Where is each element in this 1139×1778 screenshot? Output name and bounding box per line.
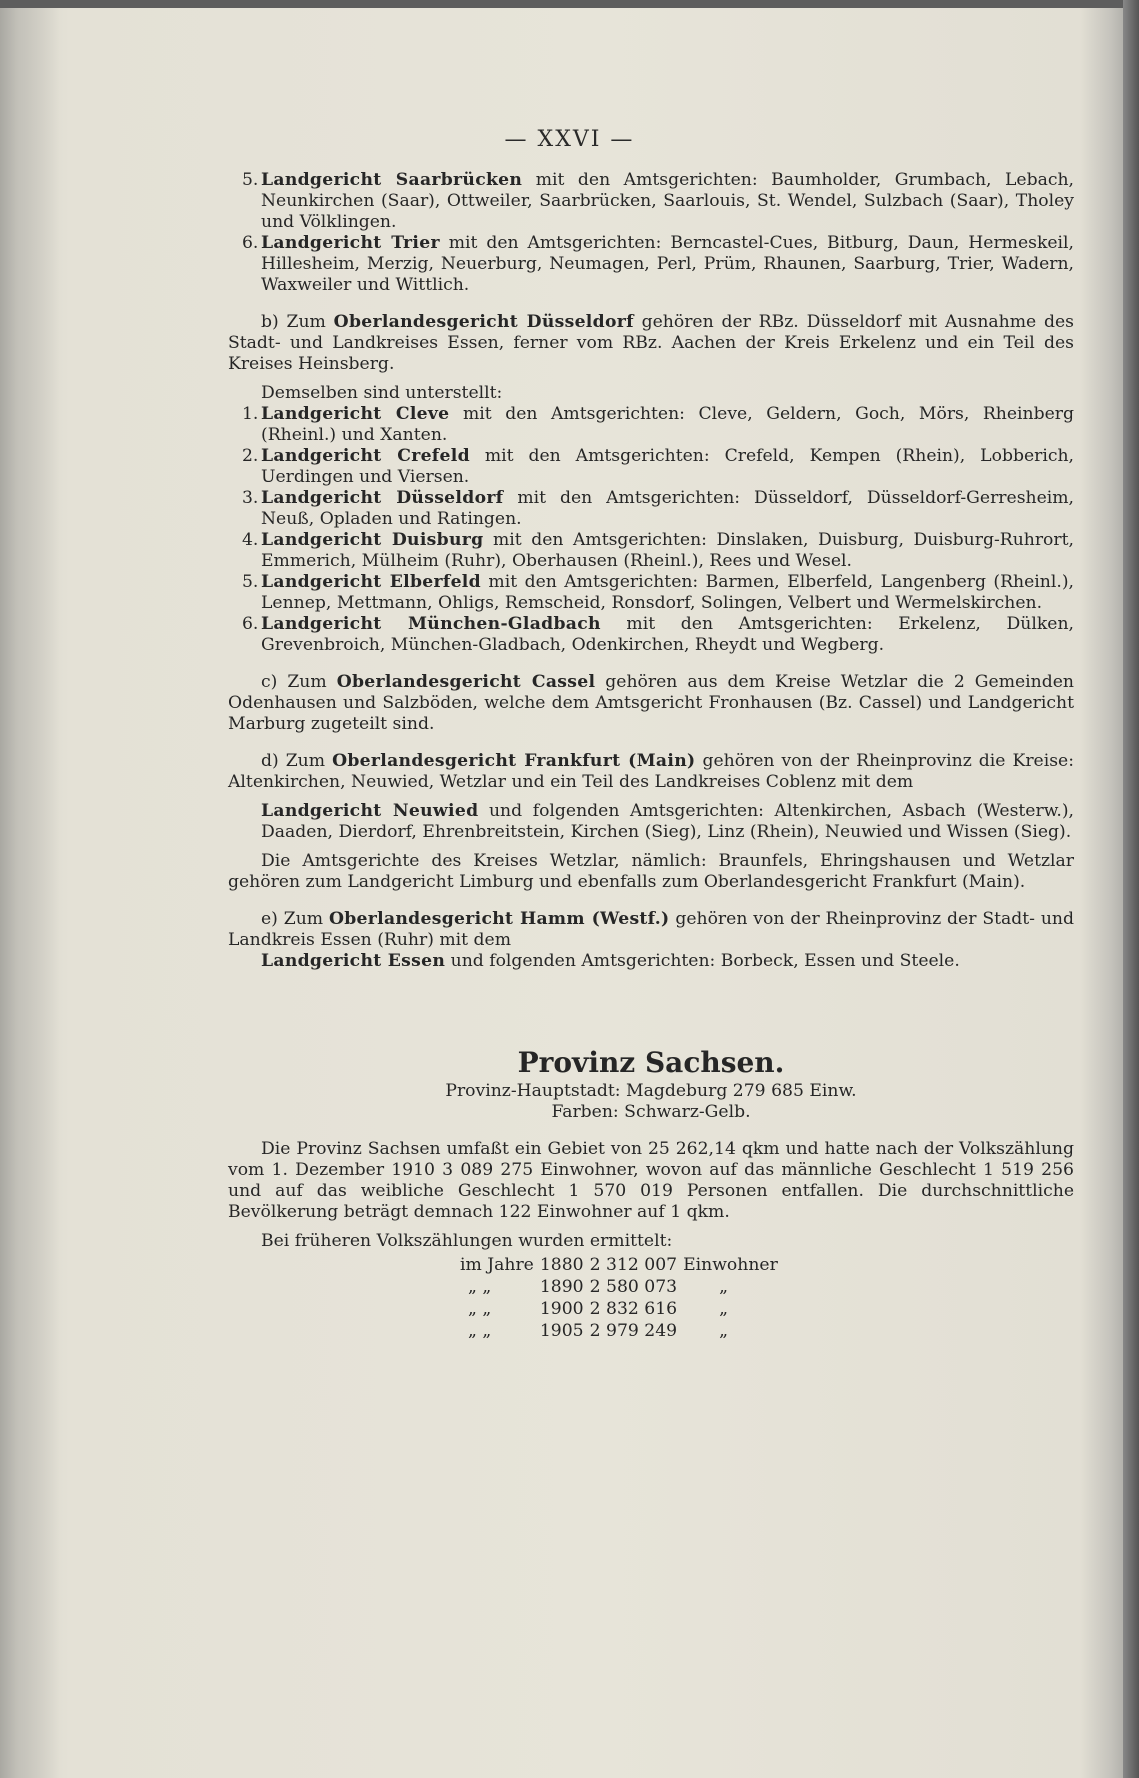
list-item: 2. Landgericht Crefeld mit den Amtsgerichten: Crefeld, Kempen (Rhein), Lobberich, Uerdingen und Viersen. <box>242 446 1074 487</box>
court-name: Oberlandesgericht Düsseldorf <box>333 312 634 332</box>
table-row: im Jahre 1880 2 312 007 Einwohner <box>460 1255 778 1275</box>
court-name: Landgericht München-Gladbach <box>261 614 601 634</box>
page-top-edge <box>0 0 1139 8</box>
province-colors: Farben: Schwarz-Gelb. <box>551 1102 751 1122</box>
list-item: 4. Landgericht Duisburg mit den Amtsgerichten: Dinslaken, Duisburg, Duisburg-Ruhrort, Emmerich, Mülheim (Ruhr), Oberhausen (Rheinl.), Rees und Wesel. <box>242 530 1074 571</box>
court-name: Oberlandesgericht Hamm (Westf.) <box>328 909 670 929</box>
court-list-b <box>228 404 1074 656</box>
table-row: „ „ 1905 2 979 249 „ <box>468 1321 728 1341</box>
section-b: b) Zum Oberlandesgericht Düsseldorf gehören der RBz. Düsseldorf mit Ausnahme des Stadt- und Landkreises Essen, ferner vom RBz. Aachen der Kreis Erkelenz und ein Teil des Kreises Heinsberg. <box>228 312 1074 374</box>
province-title: Provinz Sachsen. <box>517 1046 785 1079</box>
list-item: 1. Landgericht Cleve mit den Amtsgerichten: Cleve, Geldern, Goch, Mörs, Rheinberg (Rheinl.) und Xanten. <box>242 404 1075 445</box>
page-right-edge <box>1123 0 1139 1778</box>
list-item: 6. Landgericht Trier mit den Amtsgerichten: Berncastel-Cues, Bitburg, Daun, Hermeskeil, Hillesheim, Merzig, Neuerburg, Neumagen, Perl, Prüm, Rhaunen, Saarburg, Trier, Wadern, Waxweiler und Wittlich. <box>242 233 1074 295</box>
list-item: 5. Landgericht Elberfeld mit den Amtsgerichten: Barmen, Elberfeld, Langenberg (Rheinl.), Lennep, Mettmann, Ohligs, Remscheid, Ronsdorf, Solingen, Velbert und Wermelskirchen. <box>242 572 1074 613</box>
court-name: Landgericht Düsseldorf <box>261 488 504 508</box>
wetzlar-note: Die Amtsgerichte des Kreises Wetzlar, nämlich: Braunfels, Ehringshausen und Wetzlar gehören zum Landgericht Limburg und ebenfalls zum Oberlandesgericht Frankfurt (Main). <box>228 851 1074 892</box>
section-d: d) Zum Oberlandesgericht Frankfurt (Main) gehören von der Rheinprovinz die Kreise: Altenkirchen, Neuwied, Wetzlar und ein Teil des Landkreises Coblenz mit dem <box>228 751 1074 792</box>
court-name: Oberlandesgericht Frankfurt (Main) <box>332 751 696 771</box>
court-name: Landgericht Neuwied <box>261 801 479 821</box>
table-row: „ „ 1890 2 580 073 „ <box>468 1277 728 1297</box>
list-item: 3. Landgericht Düsseldorf mit den Amtsgerichten: Düsseldorf, Düsseldorf-Gerresheim, Neuß, Opladen und Ratingen. <box>242 488 1075 529</box>
census-table <box>460 1254 784 1342</box>
court-name: Landgericht Essen <box>261 951 446 971</box>
court-name: Landgericht Trier <box>261 233 440 253</box>
census-intro: Bei früheren Volkszählungen wurden ermittelt: <box>261 1231 673 1251</box>
book-spine-shadow <box>0 0 60 1778</box>
page-content <box>228 170 1074 1342</box>
court-neuwied: Landgericht Neuwied und folgenden Amtsgerichten: Altenkirchen, Asbach (Westerw.), Daaden, Dierdorf, Ehrenbreitstein, Kirchen (Sieg), Linz (Rhein), Neuwied und Wissen (Sieg). <box>261 801 1074 842</box>
section-e: e) Zum Oberlandesgericht Hamm (Westf.) gehören von der Rheinprovinz der Stadt- und Landkreis Essen (Ruhr) mit dem <box>228 909 1074 950</box>
list-item: 6. Landgericht München-Gladbach mit den Amtsgerichten: Erkelenz, Dülken, Grevenbroich, München-Gladbach, Odenkirchen, Rheydt und Wegberg. <box>242 614 1074 655</box>
subordinate-label: Demselben sind unterstellt: <box>261 383 503 403</box>
court-name: Landgericht Elberfeld <box>261 572 481 592</box>
court-name: Landgericht Duisburg <box>261 530 484 550</box>
province-description: Die Provinz Sachsen umfaßt ein Gebiet von 25 262,14 qkm und hatte nach der Volkszählung vom 1. Dezember 1910 3 089 275 Einwohner, wovon auf das männliche Geschlecht 1 519 256 und auf das weibliche Geschlecht 1 570 019 Personen entfallen. Die durchschnittliche Bevölkerung beträgt demnach 122 Einwohner auf 1 qkm. <box>228 1139 1074 1222</box>
court-name: Landgericht Cleve <box>261 404 450 424</box>
court-name: Landgericht Saarbrücken <box>261 170 523 190</box>
province-capital: Provinz-Hauptstadt: Magdeburg 279 685 Einw. <box>445 1081 857 1101</box>
court-name: Landgericht Crefeld <box>261 446 470 466</box>
court-name: Oberlandesgericht Cassel <box>336 672 596 692</box>
court-list-a <box>228 170 1074 296</box>
court-essen: Landgericht Essen und folgenden Amtsgerichten: Borbeck, Essen und Steele. <box>261 951 960 971</box>
table-row: „ „ 1900 2 832 616 „ <box>468 1299 728 1319</box>
page-number: — XXVI — <box>504 127 635 152</box>
list-item: 5. Landgericht Saarbrücken mit den Amtsgerichten: Baumholder, Grumbach, Lebach, Neunkirchen (Saar), Ottweiler, Saarbrücken, Saarlouis, St. Wendel, Sulzbach (Saar), Tholey und Völklingen. <box>242 170 1074 232</box>
section-c: c) Zum Oberlandesgericht Cassel gehören aus dem Kreise Wetzlar die 2 Gemeinden Odenhausen und Salzböden, welche dem Amtsgericht Fronhausen (Bz. Cassel) und Landgericht Marburg zugeteilt sind. <box>228 672 1074 734</box>
